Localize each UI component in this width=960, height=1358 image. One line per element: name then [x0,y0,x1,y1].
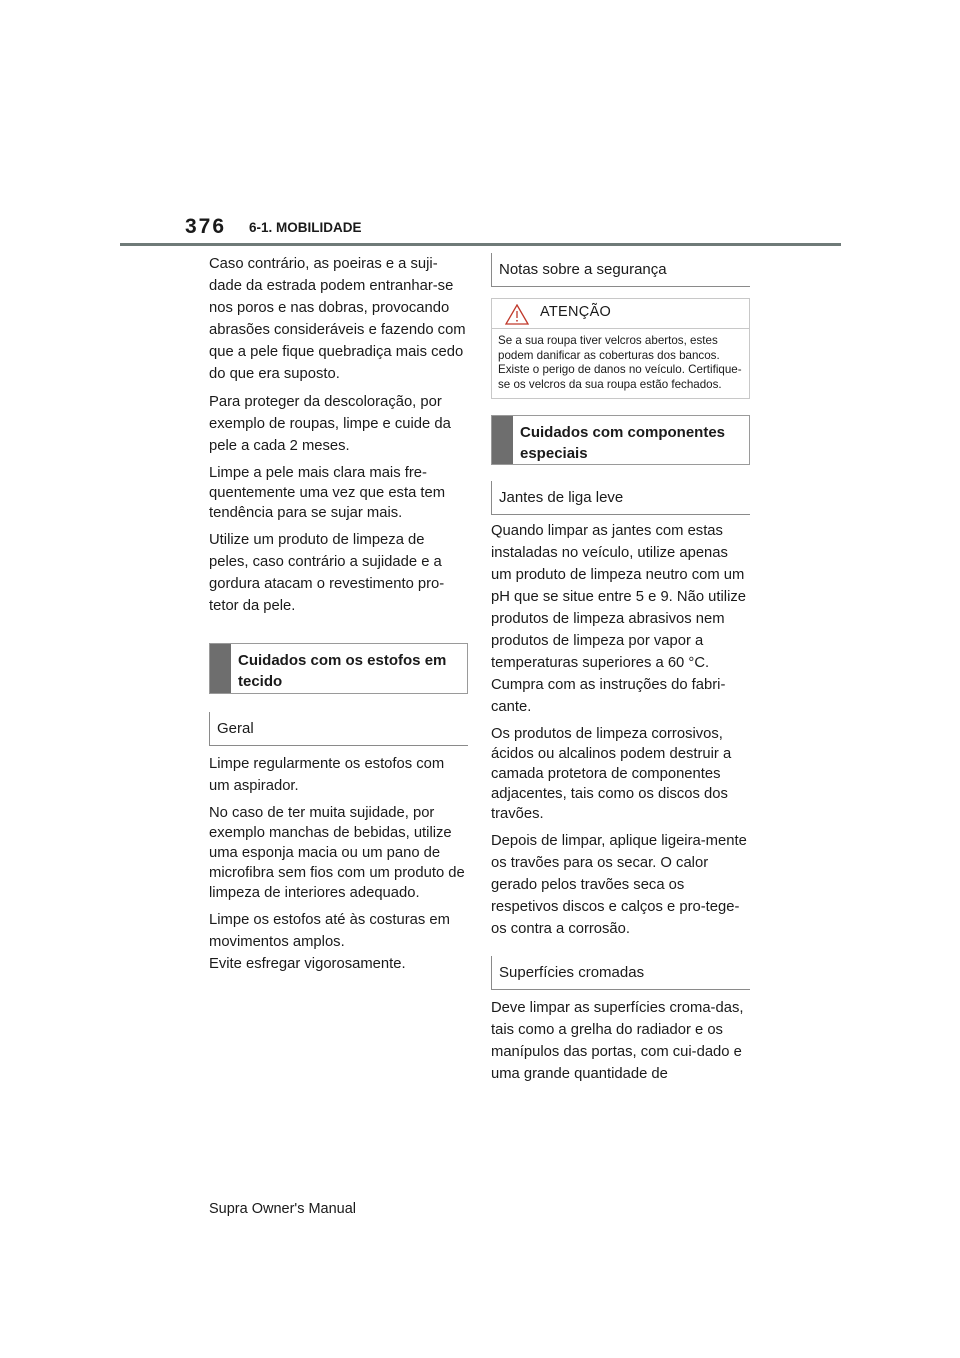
paragraph: Quando limpar as jantes com estas instaladas no veículo, utilize apenas um produto de limpeza neutro com um pH que se situe entre 5 e 9. Não utilize produtos de limpeza abrasivos nem produtos de limpeza por vapor a temperaturas superiores a 60 °C. Cumpra com as instruções do fabri-cante. [491,523,746,716]
warning-text: Se a sua roupa tiver velcros abertos, estes podem danificar as coberturas dos bancos. Existe o perigo de danos no veículo. Certifique-se os velcros da sua roupa estão fechados. [498,334,742,391]
intro-paragraph: Utilize um produto de limpeza de peles, caso contrário a sujidade e a gordura atacam o revestimento pro-tetor da pele. [209,532,445,614]
paragraph: Depois de limpar, aplique ligeira-mente os travões para os secar. O calor gerado pelos travões seca os respetivos discos e calços e pro-tege-os contra a corrosão. [491,833,747,938]
heading-label: Cuidados com componentes especiais [520,424,726,463]
intro-paragraph: Para proteger da descoloração, por exemplo de roupas, limpe e cuide da pele a cada 2 meses. [209,394,451,454]
heading-bar [210,644,231,693]
header-rule [120,243,841,246]
paragraph: Evite esfregar vigorosamente. [209,956,406,972]
intro-paragraph: Limpe a pele mais clara mais fre-quentemente uma vez que esta tem tendência para se sujar mais. [209,465,446,521]
subheading-general: Geral [209,712,468,746]
section-title: 6-1. MOBILIDADE [249,220,362,235]
paragraph: Os produtos de limpeza corrosivos, ácidos ou alcalinos podem destruir a camada protetora de componentes adjacentes, tais como os discos dos travões. [491,726,732,823]
subheading-chrome-surfaces: Superfícies cromadas [491,956,750,990]
subheading-alloy-wheels: Jantes de liga leve [491,481,750,515]
paragraph: Limpe os estofos até às costuras em movimentos amplos. [209,912,450,950]
warning-triangle-icon [505,304,529,330]
warning-title: ATENÇÃO [540,304,612,320]
heading-bar [492,416,513,464]
heading-special-components [491,415,750,465]
paragraph: No caso de ter muita sujidade, por exemplo manchas de bebidas, utilize uma esponja macia ou um pano de microfibra sem fios com um produto de limpeza de interiores adequado. [209,805,465,901]
heading-fabric-upholstery [209,643,468,694]
intro-paragraph: Caso contrário, as poeiras e a suji-dade da estrada podem entranhar-se nos poros e nas dobras, provocando abrasões consideráveis e fazendo com que a pele fique quebradiça mais cedo do que era suposto. [209,256,466,382]
right-column [491,253,750,1091]
footer-manual-title: Supra Owner's Manual [209,1201,357,1217]
paragraph: Deve limpar as superfícies croma-das, tais como a grelha do radiador e os manípulos das portas, com cui-dado e uma grande quantidade de [491,1000,744,1083]
paragraph: Limpe regularmente os estofos com um aspirador. [209,756,445,794]
heading-label: Cuidados com os estofos em tecido [238,652,447,690]
warning-header [492,299,749,329]
left-column [209,253,468,981]
warning-box [491,298,750,399]
page-number: 376 [185,215,227,238]
subheading-safety-notes: Notas sobre a segurança [491,253,750,287]
